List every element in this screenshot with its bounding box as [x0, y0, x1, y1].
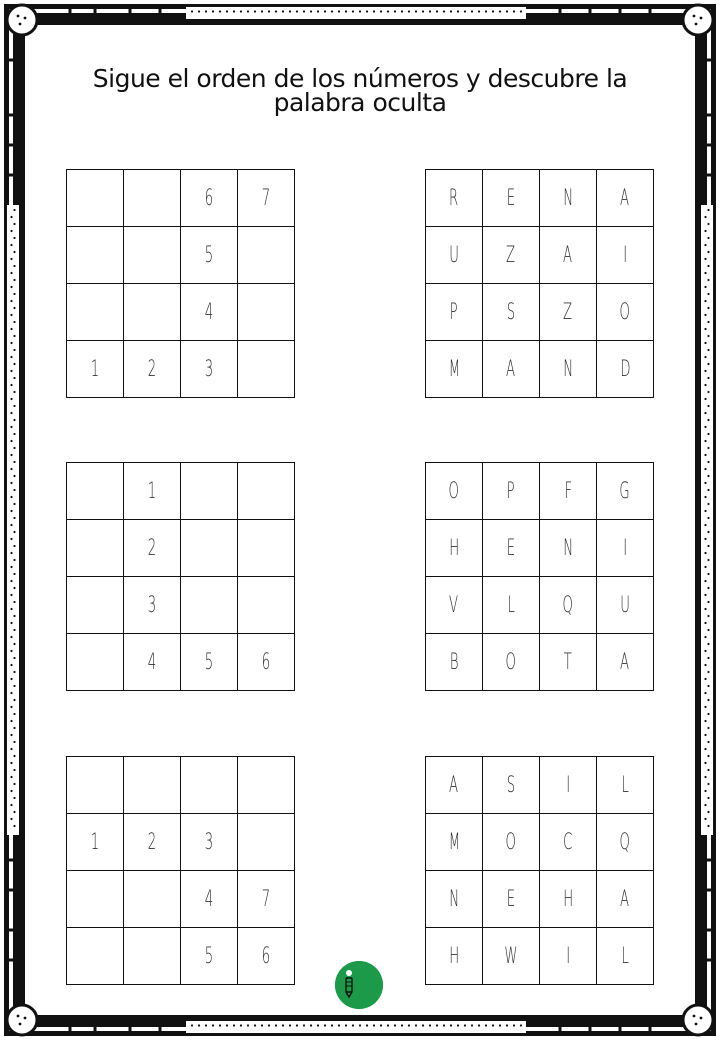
grid-cell: [238, 520, 295, 577]
grid-cell-value: 6: [204, 185, 214, 211]
grid-cell: [238, 871, 295, 928]
grid-cell: [483, 341, 540, 398]
grid-cell: [238, 341, 295, 398]
grid-cell-value: S: [506, 772, 516, 798]
grid-cell: [540, 227, 597, 284]
grid-cell: [124, 227, 181, 284]
grid-cell: [124, 928, 181, 985]
page-title: [60, 63, 660, 117]
grid-cell-value: B: [449, 649, 459, 675]
grid-cell-value: C: [563, 829, 573, 855]
grid-cell: [67, 577, 124, 634]
grid-cell-value: A: [620, 649, 630, 675]
grid-cell: [597, 871, 654, 928]
grid-cell: [238, 463, 295, 520]
grid-cell: [67, 284, 124, 341]
grid-cell-value: T: [563, 649, 573, 675]
grid-cell-value: N: [563, 356, 573, 382]
grid-cell-value: 2: [147, 535, 157, 561]
grid-cell: [426, 757, 483, 814]
brand-logo: [335, 961, 383, 1009]
title-line-2: palabra oculta: [273, 87, 447, 117]
grid-cell-value: 1: [147, 478, 157, 504]
grid-cell: [597, 928, 654, 985]
grid-cell: [67, 170, 124, 227]
grid-cell: [124, 520, 181, 577]
grid-cell: [238, 284, 295, 341]
grid-cell: [426, 814, 483, 871]
grid-cell: [238, 814, 295, 871]
grid-cell: [124, 284, 181, 341]
number-grid-2: [66, 462, 295, 691]
grid-cell: [483, 634, 540, 691]
grid-cell-value: P: [507, 478, 515, 504]
grid-cell-value: Q: [562, 592, 574, 618]
grid-cell: [67, 227, 124, 284]
grid-cell-value: 2: [147, 829, 157, 855]
grid-cell-value: Z: [563, 299, 573, 325]
grid-cell: [597, 170, 654, 227]
grid-cell-value: 6: [261, 943, 271, 969]
grid-cell-value: L: [621, 772, 629, 798]
grid-cell: [124, 814, 181, 871]
grid-cell: [181, 577, 238, 634]
grid-cell: [483, 284, 540, 341]
grid-cell: [124, 757, 181, 814]
grid-cell-value: L: [507, 592, 515, 618]
grid-cell-value: 5: [204, 649, 214, 675]
grid-cell-value: W: [504, 943, 518, 969]
grid-cell: [483, 814, 540, 871]
grid-cell: [426, 871, 483, 928]
grid-cell-value: E: [506, 185, 516, 211]
grid-cell: [67, 757, 124, 814]
grid-cell-value: A: [620, 185, 630, 211]
grid-cell: [540, 814, 597, 871]
grid-cell-value: A: [563, 242, 573, 268]
grid-cell-value: 7: [261, 886, 271, 912]
grid-cell: [483, 928, 540, 985]
grid-cell-value: A: [449, 772, 459, 798]
grid-cell: [238, 227, 295, 284]
grid-cell: [124, 341, 181, 398]
grid-cell-value: 2: [147, 356, 157, 382]
grid-cell: [181, 871, 238, 928]
grid-cell-value: I: [623, 242, 627, 268]
letter-grid-3: [425, 756, 654, 985]
grid-cell-value: 5: [204, 242, 214, 268]
grid-cell: [238, 577, 295, 634]
grid-cell: [540, 757, 597, 814]
grid-cell: [426, 520, 483, 577]
grid-cell: [67, 463, 124, 520]
grid-cell-value: L: [621, 943, 629, 969]
number-grid-1: [66, 169, 295, 398]
grid-cell: [181, 814, 238, 871]
grid-cell: [181, 634, 238, 691]
grid-cell-value: 4: [147, 649, 157, 675]
grid-cell-value: A: [620, 886, 630, 912]
grid-cell: [483, 520, 540, 577]
grid-cell-value: I: [623, 535, 627, 561]
grid-cell: [540, 463, 597, 520]
number-grid-3: [66, 756, 295, 985]
grid-cell-value: V: [449, 592, 459, 618]
grid-cell-value: G: [619, 478, 631, 504]
grid-cell: [540, 871, 597, 928]
grid-cell: [540, 520, 597, 577]
grid-cell-value: O: [505, 829, 517, 855]
grid-cell-value: U: [449, 242, 459, 268]
grid-cell-value: N: [449, 886, 459, 912]
grid-cell-value: H: [449, 943, 459, 969]
grid-cell-value: O: [505, 649, 517, 675]
grid-cell: [540, 928, 597, 985]
grid-cell-value: 4: [204, 886, 214, 912]
grid-cell: [67, 814, 124, 871]
grid-cell: [597, 463, 654, 520]
grid-cell: [597, 757, 654, 814]
grid-cell: [597, 227, 654, 284]
grid-cell: [597, 520, 654, 577]
grid-cell: [124, 170, 181, 227]
grid-cell: [124, 871, 181, 928]
grid-cell-value: I: [566, 943, 570, 969]
grid-cell: [67, 634, 124, 691]
title-line-1: Sigue el orden de los números y descubre la: [92, 63, 628, 93]
grid-cell: [597, 814, 654, 871]
grid-cell-value: E: [506, 886, 516, 912]
grid-cell: [238, 757, 295, 814]
grid-cell: [238, 634, 295, 691]
grid-cell: [181, 170, 238, 227]
grid-cell-value: I: [566, 772, 570, 798]
grid-cell: [124, 634, 181, 691]
grid-cell-value: R: [449, 185, 459, 211]
grid-cell: [483, 170, 540, 227]
grid-cell: [124, 577, 181, 634]
grid-cell: [181, 463, 238, 520]
grid-cell-value: N: [563, 535, 573, 561]
grid-cell-value: 3: [204, 356, 214, 382]
grid-cell: [426, 577, 483, 634]
grid-cell-value: S: [506, 299, 516, 325]
grid-cell-value: D: [619, 356, 631, 382]
grid-cell: [181, 227, 238, 284]
grid-cell-value: 4: [204, 299, 214, 325]
grid-cell: [426, 341, 483, 398]
grid-cell-value: H: [449, 535, 459, 561]
grid-cell: [540, 170, 597, 227]
grid-cell: [181, 757, 238, 814]
grid-cell-value: 5: [204, 943, 214, 969]
grid-cell-value: 1: [90, 356, 100, 382]
grid-cell: [483, 577, 540, 634]
grid-cell: [597, 634, 654, 691]
grid-cell: [426, 284, 483, 341]
grid-cell: [540, 284, 597, 341]
grid-cell-value: O: [619, 299, 631, 325]
grid-cell-value: 3: [147, 592, 157, 618]
grid-cell: [483, 227, 540, 284]
grid-cell: [540, 634, 597, 691]
grid-cell-value: F: [564, 478, 572, 504]
grid-cell-value: U: [620, 592, 630, 618]
grid-cell: [67, 520, 124, 577]
grid-cell: [426, 463, 483, 520]
grid-cell: [181, 520, 238, 577]
grid-cell-value: O: [448, 478, 460, 504]
grid-cell: [483, 871, 540, 928]
grid-cell: [67, 928, 124, 985]
grid-cell-value: M: [448, 356, 460, 382]
grid-cell: [67, 871, 124, 928]
grid-cell-value: A: [506, 356, 516, 382]
grid-cell: [597, 341, 654, 398]
grid-cell: [426, 634, 483, 691]
grid-cell-value: 1: [90, 829, 100, 855]
grid-cell: [67, 341, 124, 398]
grid-cell-value: 3: [204, 829, 214, 855]
grid-cell-value: M: [448, 829, 460, 855]
grid-cell: [540, 577, 597, 634]
grid-cell: [181, 928, 238, 985]
grid-cell: [181, 284, 238, 341]
grid-cell: [124, 463, 181, 520]
grid-cell: [426, 227, 483, 284]
grid-cell: [426, 170, 483, 227]
grid-cell-value: 7: [261, 185, 271, 211]
grid-cell-value: E: [506, 535, 516, 561]
grid-cell: [426, 928, 483, 985]
grid-cell: [597, 577, 654, 634]
letter-grid-1: [425, 169, 654, 398]
grid-cell-value: 6: [261, 649, 271, 675]
grid-cell: [597, 284, 654, 341]
grid-cell-value: Q: [619, 829, 631, 855]
letter-grid-2: [425, 462, 654, 691]
grid-cell-value: Z: [506, 242, 516, 268]
grid-cell: [238, 170, 295, 227]
grid-cell: [483, 463, 540, 520]
grid-cell-value: H: [563, 886, 573, 912]
grid-cell: [238, 928, 295, 985]
grid-cell: [483, 757, 540, 814]
grid-cell-value: N: [563, 185, 573, 211]
grid-cell: [181, 341, 238, 398]
grid-cell: [540, 341, 597, 398]
grid-cell-value: P: [450, 299, 458, 325]
